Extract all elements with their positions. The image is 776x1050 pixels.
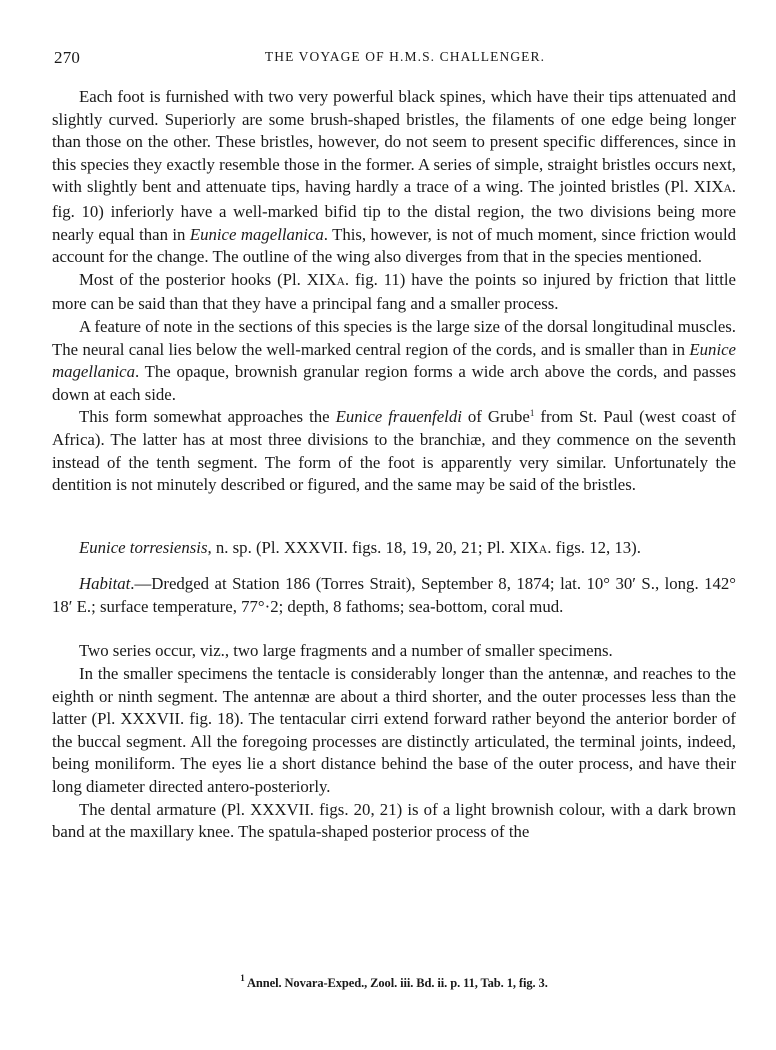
paragraph-dental-armature: The dental armature (Pl. XXXVII. figs. 20, 21) is of a light brownish colour, with a dark brown band at the maxillary knee. The spatula-shaped posterior process of the [52,799,736,842]
species-name: Eunice magellanica [189,224,324,244]
species-heading: Eunice torresiensis, n. sp. (Pl. XXXVII. figs. 18, 19, 20, 21; Pl. XIXA. figs. 12, 13). [79,537,641,557]
paragraph-comparison: This form somewhat approaches the Eunice frauenfeldi of Grube$^1$ from St. Paul (west coast of Africa). The latter has at most three divisions to the branchiæ, and they commence on the seventh instead of the tenth segment. The form of the foot is apparently very similar. Unfortunately the dentition is not minutely described or figured, and the same may be said of the bristles. [52,407,737,495]
species-heading-name: Eunice torresiensis [79,537,208,557]
paragraph-posterior-hooks: Most of the posterior hooks (Pl. XIXA. fig. 11) have the points so injured by friction that little more can be said than that they have a principal fang and a smaller process. [52,269,736,314]
paragraph-tentacle: In the smaller specimens the tentacle is considerably longer than the antennæ, and reaches to the eighth or ninth segment. The antennæ are about a third shorter, and the outer processes less than the latter (Pl. XXXVII. fig. 18). The tentacular cirri extend forward rather beyond the anterior border of the buccal segment. All the foregoing processes are distinctly articulated, the terminal joints, indeed, being moniliform. The eyes lie a short distance behind the base of the outer process, and have their long diameter directed antero-posteriorly. [52,664,736,797]
species-name: Eunice frauenfeldi [335,407,462,427]
species-name: Eunice magellanica [52,339,736,382]
habitat-label: Habitat [79,574,131,594]
footnote-text: Annel. Novara-Exped., Zool. iii. Bd. ii. p. 11, Tab. 1, fig. 3. [244,976,548,990]
paragraph-series: Two series occur, viz., two large fragments and a number of smaller specimens. [79,641,613,661]
habitat-text: .—Dredged at Station 186 (Torres Strait), September 8, 1874; lat. 10° 30′ S., long. 142° 18′ E.; surface temperature, 77°·2; depth, 8 fathoms; sea-bottom, coral mud. [52,574,736,616]
running-head [52,48,736,70]
page-body [52,86,736,844]
footnote [52,973,736,991]
footnote-marker: 1 [240,973,245,983]
paragraph-sections: A feature of note in the sections of this species is the large size of the dorsal longitudinal muscles. The neural canal lies below the well-marked central region of the cords, and is smaller than in Eunice magellanica. The opaque, brownish granular region forms a wide arch above the cords, and passes down at each side. [52,316,736,404]
footnote-ref[interactable]: 1 [529,408,535,419]
page-number: 270 [54,48,81,67]
running-title: THE VOYAGE OF H.M.S. CHALLENGER. [264,49,546,64]
paragraph-foot-bristles: Each foot is furnished with two very powerful black spines, which have their tips attenuated and slightly curved. Superiorly are some brush-shaped bristles, the filaments of one edge being longer than those on the other. These bristles, however, do not seem to present specific differences, since in this species they exactly resemble those in the former. A series of simple, straight bristles occurs next, with slightly bent and attenuate tips, having hardly a trace of a wing. The jointed bristles (Pl. XIXA. fig. 10) inferiorly have a well-marked bifid tip to the distal region, the two divisions being more nearly equal than in Eunice magellanica. This, however, is not of much moment, since friction would account for the change. The outline of the wing also diverges from that in the species mentioned. [52,87,736,267]
habitat-section [52,573,736,618]
